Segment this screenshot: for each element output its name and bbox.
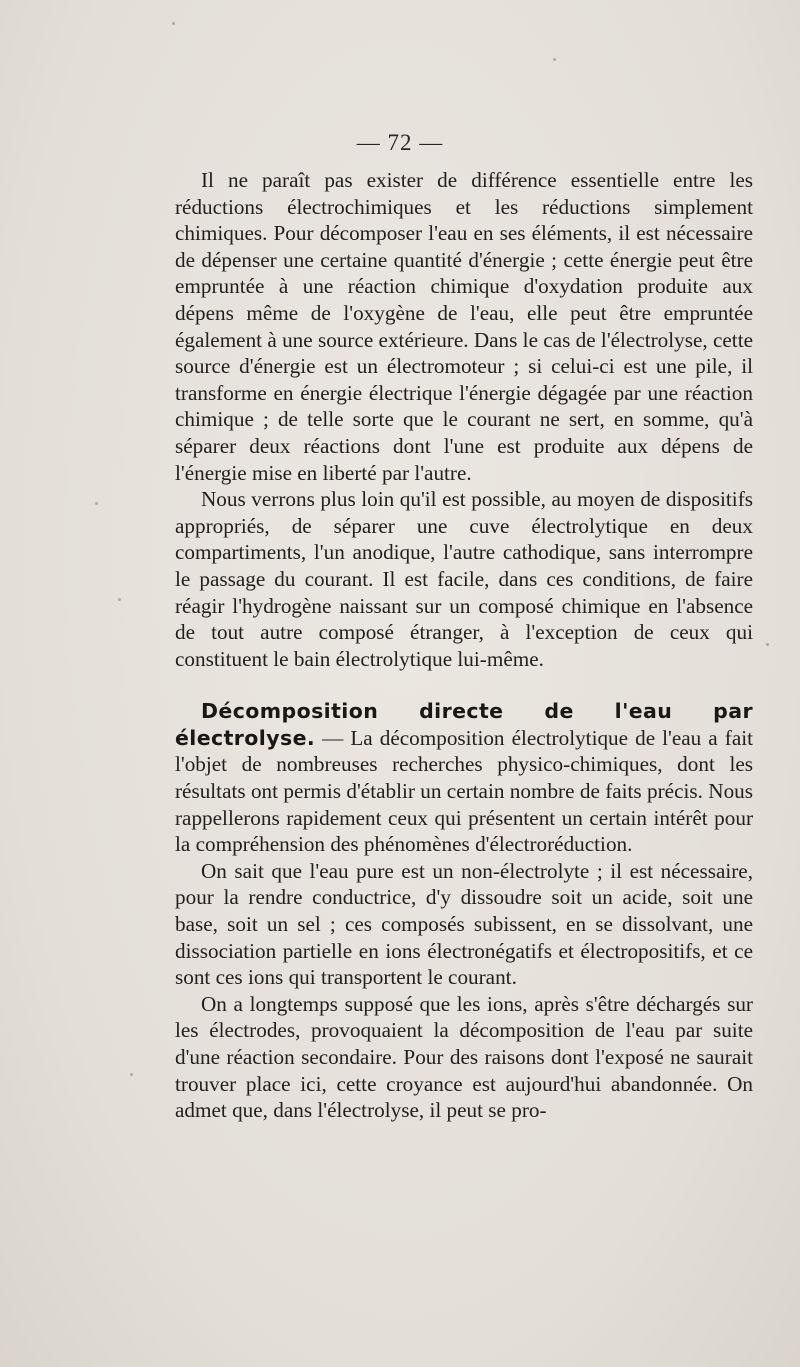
paragraph: On sait que l'eau pure est un non-électrolyte ; il est nécessaire, pour la rendre conductrice, d'y dissoudre soit un acide, soit une base, soit un sel ; ces composés subissent, en se dissolvant, une dissociation partielle en ions électronégatifs et électropositifs, et ce sont ces ions qui transportent le courant. <box>175 858 753 990</box>
section-spacer <box>175 672 753 698</box>
paragraph: Il ne paraît pas exister de différence essentielle entre les réductions électrochimiques et les réductions simplement chimiques. Pour décomposer l'eau en ses éléments, il est nécessaire de dépenser une certaine quantité d'énergie ; cette énergie peut être empruntée à une réaction chimique d'oxydation produite aux dépens même de l'oxygène de l'eau, elle peut être empruntée également à une source extérieure. Dans le cas de l'électrolyse, cette source d'énergie est un électromoteur ; si celui-ci est une pile, il transforme en énergie électrique l'énergie dégagée par une réaction chimique ; de telle sorte que le courant ne sert, en somme, qu'à séparer deux réactions dont l'une est produite aux dépens de l'énergie mise en liberté par l'autre. <box>175 168 753 485</box>
paper-speck <box>95 502 98 505</box>
section-heading: Décomposition directe de l'eau par électrolyse. <box>175 699 753 750</box>
heading-dash: — <box>315 725 351 750</box>
paragraph: On a longtemps supposé que les ions, après s'être déchargés sur les électrodes, provoquaient la décomposition de l'eau par suite d'une réaction secondaire. Pour des raisons dont l'exposé ne saurait trouver place ici, cette croyance est aujourd'hui abandonnée. On admet que, dans l'électrolyse, il peut se pro- <box>175 991 753 1123</box>
body-text <box>175 167 753 1124</box>
section-first-paragraph <box>175 698 753 858</box>
paper-speck <box>553 58 556 61</box>
paper-speck <box>118 598 121 601</box>
section-intro-text: La décomposition électrolytique de l'eau a fait l'objet de nombreuses recherches physico-chimiques, dont les résultats ont permis d'établir un certain nombre de faits précis. Nous rappellerons rapidement ceux qui présentent un certain intérêt pour la compréhension des phénomènes d'électroréduction. <box>175 725 753 857</box>
paragraph: Nous verrons plus loin qu'il est possible, au moyen de dispositifs appropriés, de séparer une cuve électrolytique en deux compartiments, l'un anodique, l'autre cathodique, sans interrompre le passage du courant. Il est facile, dans ces conditions, de faire réagir l'hydrogène naissant sur un composé chimique en l'absence de tout autre composé étranger, à l'exception de ceux qui constituent le bain électrolytique lui-même. <box>175 487 753 671</box>
paper-speck <box>766 643 769 646</box>
page-number: — 72 — <box>356 130 444 155</box>
paper-speck <box>172 22 175 25</box>
paper-speck <box>130 1073 133 1076</box>
